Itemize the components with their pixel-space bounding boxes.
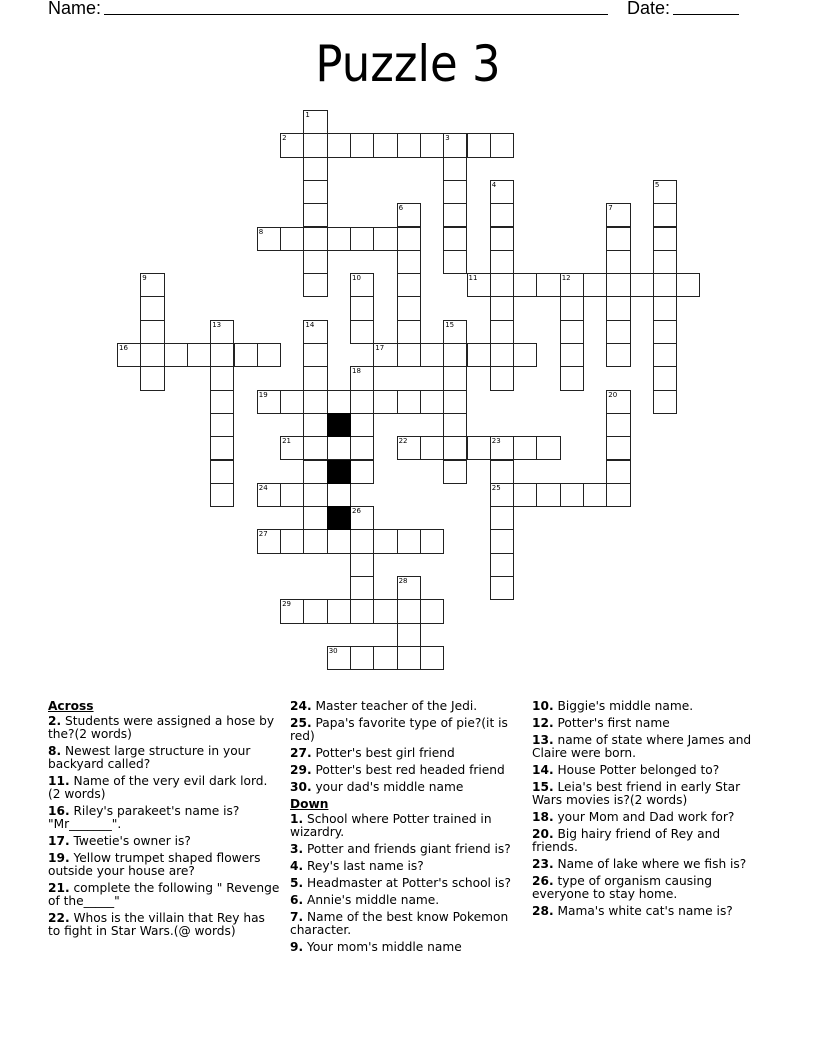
grid-cell[interactable] xyxy=(560,320,584,344)
grid-cell[interactable] xyxy=(303,413,327,437)
grid-cell[interactable] xyxy=(420,133,444,157)
grid-cell[interactable] xyxy=(606,296,630,320)
grid-cell[interactable] xyxy=(536,273,560,297)
grid-cell[interactable] xyxy=(140,273,164,297)
grid-cell[interactable] xyxy=(397,296,421,320)
clue-number: 15 xyxy=(445,320,455,329)
grid-cell[interactable] xyxy=(350,390,374,414)
clue-number: 27 xyxy=(258,530,268,539)
grid-cell[interactable] xyxy=(350,506,374,530)
clue-number: 28 xyxy=(398,577,408,585)
clue-down-9: 9. Your mom's middle name xyxy=(290,940,462,954)
clue-across-2: 2. Students were assigned a hose by the?(2 words) xyxy=(48,714,275,741)
grid-cell[interactable] xyxy=(490,506,514,530)
grid-cell[interactable] xyxy=(257,529,281,553)
grid-cell[interactable] xyxy=(560,296,584,320)
grid-cell[interactable] xyxy=(397,529,421,553)
clue-across-21: 21. complete the following " Revenge of the_____" xyxy=(48,881,280,908)
date-label: Date: xyxy=(627,0,671,18)
grid-cell[interactable] xyxy=(606,250,630,274)
grid-cell[interactable] xyxy=(653,180,677,204)
black-cell xyxy=(327,413,351,437)
clue-number: 1 xyxy=(305,111,310,119)
grid-cell[interactable] xyxy=(443,390,467,414)
grid-cell[interactable] xyxy=(606,273,630,297)
grid-cell[interactable] xyxy=(303,436,327,460)
grid-cell[interactable] xyxy=(420,646,444,670)
grid-cell[interactable] xyxy=(327,227,351,251)
grid-cell[interactable] xyxy=(490,576,514,600)
grid-cell[interactable] xyxy=(350,599,374,623)
grid-cell[interactable] xyxy=(350,366,374,390)
grid-cell[interactable] xyxy=(606,436,630,460)
grid-cell[interactable] xyxy=(303,343,327,367)
grid-cell[interactable] xyxy=(373,390,397,414)
clue-down-10: 10. Biggie's middle name. xyxy=(532,699,694,713)
grid-cell[interactable] xyxy=(350,460,374,484)
grid-cell[interactable] xyxy=(536,483,560,507)
grid-cell[interactable] xyxy=(443,320,467,344)
grid-cell[interactable] xyxy=(210,413,234,437)
grid-cell[interactable] xyxy=(397,343,421,367)
grid-cell[interactable] xyxy=(210,436,234,460)
clues-column-1 xyxy=(48,700,280,942)
grid-cell[interactable] xyxy=(443,366,467,390)
grid-cell[interactable] xyxy=(397,646,421,670)
grid-cell[interactable] xyxy=(606,413,630,437)
clue-number: 20 xyxy=(608,390,618,399)
grid-cell[interactable] xyxy=(303,390,327,414)
grid-cell[interactable] xyxy=(140,320,164,344)
grid-cell[interactable] xyxy=(303,133,327,157)
grid-cell[interactable] xyxy=(443,460,467,484)
grid-cell[interactable] xyxy=(350,436,374,460)
grid-cell[interactable] xyxy=(653,273,677,297)
grid-cell[interactable] xyxy=(350,133,374,157)
clue-down-18: 18. your Mom and Dad work for? xyxy=(532,810,735,824)
grid-cell[interactable] xyxy=(257,227,281,251)
grid-cell[interactable] xyxy=(606,320,630,344)
grid-cell[interactable] xyxy=(257,390,281,414)
grid-cell[interactable] xyxy=(280,227,304,251)
grid-cell[interactable] xyxy=(443,436,467,460)
clue-across-25: 25. Papa's favorite type of pie?(it is red) xyxy=(290,716,508,743)
name-label: Name: xyxy=(48,0,102,18)
clue-number: 4 xyxy=(491,180,497,189)
clue-number: 23 xyxy=(491,437,501,446)
grid-cell[interactable] xyxy=(350,646,374,670)
clue-down-3: 3. Potter and friends giant friend is? xyxy=(290,842,511,856)
grid-cell[interactable] xyxy=(117,343,141,367)
clues-column-3 xyxy=(532,700,766,922)
grid-cell[interactable] xyxy=(653,203,677,227)
clue-number: 30 xyxy=(328,646,338,655)
clue-down-13: 13. name of state where James and Claire were born. xyxy=(532,733,752,760)
grid-cell[interactable] xyxy=(350,553,374,577)
grid-cell[interactable] xyxy=(373,343,397,367)
grid-cell[interactable] xyxy=(350,576,374,600)
clue-down-1: 1. School where Potter trained in wizardry. xyxy=(290,812,492,839)
grid-cell[interactable] xyxy=(210,483,234,507)
grid-cell[interactable] xyxy=(350,413,374,437)
clue-down-7: 7. Name of the best know Pokemon character. xyxy=(290,910,509,937)
grid-cell[interactable] xyxy=(397,599,421,623)
clue-down-12: 12. Potter's first name xyxy=(532,716,670,730)
grid-cell[interactable] xyxy=(606,390,630,414)
grid-cell[interactable] xyxy=(490,133,514,157)
grid-cell[interactable] xyxy=(327,599,351,623)
clue-across-30: 30. your dad's middle name xyxy=(290,780,464,794)
grid-cell[interactable] xyxy=(443,227,467,251)
grid-cell[interactable] xyxy=(303,366,327,390)
grid-cell[interactable] xyxy=(536,436,560,460)
clue-number: 17 xyxy=(375,344,385,352)
grid-cell[interactable] xyxy=(513,273,537,297)
grid-cell[interactable] xyxy=(420,390,444,414)
grid-cell[interactable] xyxy=(187,343,211,367)
grid-cell[interactable] xyxy=(443,343,467,367)
grid-cell[interactable] xyxy=(560,273,584,297)
clue-across-17: 17. Tweetie's owner is? xyxy=(48,834,191,848)
grid-cell[interactable] xyxy=(420,436,444,460)
clue-down-28: 28. Mama's white cat's name is? xyxy=(532,904,733,918)
grid-cell[interactable] xyxy=(397,250,421,274)
grid-cell[interactable] xyxy=(350,227,374,251)
grid-cell[interactable] xyxy=(257,483,281,507)
grid-cell[interactable] xyxy=(280,436,304,460)
grid-cell[interactable] xyxy=(467,273,491,297)
grid-cell[interactable] xyxy=(280,133,304,157)
clue-number: 14 xyxy=(305,320,315,329)
grid-cell[interactable] xyxy=(397,390,421,414)
grid-cell[interactable] xyxy=(327,436,351,460)
grid-cell[interactable] xyxy=(560,483,584,507)
grid-cell[interactable] xyxy=(397,576,421,600)
grid-cell[interactable] xyxy=(653,296,677,320)
grid-cell[interactable] xyxy=(420,343,444,367)
grid-cell[interactable] xyxy=(280,390,304,414)
clues-column-2 xyxy=(290,700,524,958)
grid-cell[interactable] xyxy=(280,599,304,623)
grid-cell[interactable] xyxy=(373,599,397,623)
grid-cell[interactable] xyxy=(490,296,514,320)
clue-down-26: 26. type of organism causing everyone to stay home. xyxy=(532,874,712,901)
grid-cell[interactable] xyxy=(490,436,514,460)
grid-cell[interactable] xyxy=(234,343,258,367)
grid-cell[interactable] xyxy=(420,599,444,623)
clue-across-24: 24. Master teacher of the Jedi. xyxy=(290,699,478,713)
clue-across-22: 22. Whos is the villain that Rey has to fight in Star Wars.(@ words) xyxy=(48,911,265,938)
grid-cell[interactable] xyxy=(467,133,491,157)
grid-cell[interactable] xyxy=(490,483,514,507)
clue-number: 2 xyxy=(282,134,287,143)
clue-number: 16 xyxy=(119,344,128,352)
grid-cell[interactable] xyxy=(606,483,630,507)
clue-across-27: 27. Potter's best girl friend xyxy=(290,746,455,760)
clue-across-19: 19. Yellow trumpet shaped flowers outside your house are? xyxy=(48,851,261,878)
clue-down-23: 23. Name of lake where we fish is? xyxy=(532,857,747,871)
grid-cell[interactable] xyxy=(443,250,467,274)
grid-cell[interactable] xyxy=(443,203,467,227)
grid-cell[interactable] xyxy=(653,227,677,251)
down-heading: Down xyxy=(290,797,329,811)
clue-number: 6 xyxy=(398,204,404,213)
clue-number: 10 xyxy=(352,274,361,283)
grid-cell[interactable] xyxy=(373,529,397,553)
grid-cell[interactable] xyxy=(373,646,397,670)
grid-cell[interactable] xyxy=(653,366,677,390)
grid-cell[interactable] xyxy=(653,250,677,274)
grid-cell[interactable] xyxy=(397,320,421,344)
grid-cell[interactable] xyxy=(583,483,607,507)
grid-cell[interactable] xyxy=(327,483,351,507)
clue-across-8: 8. Newest large structure in your backyard called? xyxy=(48,744,251,771)
clue-down-4: 4. Rey's last name is? xyxy=(290,859,424,873)
clue-number: 5 xyxy=(654,180,660,189)
clue-number: 25 xyxy=(491,483,501,492)
page-title: Puzzle 3 xyxy=(315,35,501,93)
grid-cell[interactable] xyxy=(280,529,304,553)
grid-cell[interactable] xyxy=(303,460,327,484)
grid-cell[interactable] xyxy=(397,436,421,460)
grid-cell[interactable] xyxy=(350,529,374,553)
grid-cell[interactable] xyxy=(350,320,374,344)
clue-number: 9 xyxy=(142,274,147,283)
clue-down-5: 5. Headmaster at Potter's school is? xyxy=(290,876,512,890)
grid-cell[interactable] xyxy=(513,483,537,507)
grid-cell[interactable] xyxy=(490,343,514,367)
grid-cell[interactable] xyxy=(490,180,514,204)
grid-cell[interactable] xyxy=(467,436,491,460)
clue-number: 3 xyxy=(445,134,450,143)
grid-cell[interactable] xyxy=(303,250,327,274)
clue-down-15: 15. Leia's best friend in early Star Wars movies is?(2 words) xyxy=(532,780,741,807)
grid-cell[interactable] xyxy=(490,203,514,227)
black-cell xyxy=(327,460,351,484)
clue-number: 21 xyxy=(282,437,292,446)
grid-cell[interactable] xyxy=(490,250,514,274)
grid-cell[interactable] xyxy=(443,157,467,181)
grid-cell[interactable] xyxy=(210,366,234,390)
clue-number: 13 xyxy=(212,320,222,329)
grid-cell[interactable] xyxy=(373,133,397,157)
clue-number: 7 xyxy=(608,204,613,213)
clue-number: 24 xyxy=(258,483,268,492)
grid-cell[interactable] xyxy=(513,436,537,460)
grid-cell[interactable] xyxy=(327,646,351,670)
grid-cell[interactable] xyxy=(303,180,327,204)
grid-cell[interactable] xyxy=(397,203,421,227)
grid-cell[interactable] xyxy=(490,273,514,297)
across-heading: Across xyxy=(48,699,94,713)
grid-cell[interactable] xyxy=(606,227,630,251)
grid-cell[interactable] xyxy=(490,320,514,344)
clue-across-16: 16. Riley's parakeet's name is? "Mr_______". xyxy=(48,804,240,831)
grid-cell[interactable] xyxy=(490,529,514,553)
grid-cell[interactable] xyxy=(443,180,467,204)
grid-cell[interactable] xyxy=(653,390,677,414)
clue-number: 19 xyxy=(258,390,268,399)
clue-number: 22 xyxy=(398,437,408,446)
grid-cell[interactable] xyxy=(303,227,327,251)
clue-down-6: 6. Annie's middle name. xyxy=(290,893,440,907)
grid-cell[interactable] xyxy=(653,320,677,344)
clue-number: 8 xyxy=(258,227,264,236)
grid-cell[interactable] xyxy=(606,203,630,227)
grid-cell[interactable] xyxy=(327,529,351,553)
clue-number: 11 xyxy=(468,274,478,283)
grid-cell[interactable] xyxy=(490,553,514,577)
clue-number: 18 xyxy=(352,367,361,376)
grid-cell[interactable] xyxy=(280,483,304,507)
grid-cell[interactable] xyxy=(303,483,327,507)
clue-across-11: 11. Name of the very evil dark lord. (2 words) xyxy=(48,774,268,801)
grid-cell[interactable] xyxy=(303,157,327,181)
grid-cell[interactable] xyxy=(350,273,374,297)
grid-cell[interactable] xyxy=(210,390,234,414)
grid-cell[interactable] xyxy=(327,390,351,414)
grid-cell[interactable] xyxy=(140,366,164,390)
grid-cell[interactable] xyxy=(210,343,234,367)
clue-down-14: 14. House Potter belonged to? xyxy=(532,763,720,777)
grid-cell[interactable] xyxy=(397,227,421,251)
grid-cell[interactable] xyxy=(490,227,514,251)
clue-number: 12 xyxy=(561,274,571,283)
grid-cell[interactable] xyxy=(303,320,327,344)
grid-cell[interactable] xyxy=(303,273,327,297)
clue-number: 29 xyxy=(282,600,292,609)
grid-cell[interactable] xyxy=(397,133,421,157)
grid-cell[interactable] xyxy=(443,133,467,157)
grid-cell[interactable] xyxy=(210,320,234,344)
grid-cell[interactable] xyxy=(164,343,188,367)
grid-cell[interactable] xyxy=(140,296,164,320)
grid-cell[interactable] xyxy=(676,273,700,297)
grid-cell[interactable] xyxy=(303,110,327,134)
grid-cell[interactable] xyxy=(560,343,584,367)
clue-number: 26 xyxy=(352,507,361,516)
grid-cell[interactable] xyxy=(606,343,630,367)
grid-cell[interactable] xyxy=(350,296,374,320)
grid-cell[interactable] xyxy=(443,413,467,437)
grid-cell[interactable] xyxy=(373,227,397,251)
grid-cell[interactable] xyxy=(513,343,537,367)
grid-cell[interactable] xyxy=(303,529,327,553)
grid-cell[interactable] xyxy=(606,460,630,484)
clue-down-20: 20. Big hairy friend of Rey and friends. xyxy=(532,827,721,854)
grid-cell[interactable] xyxy=(490,460,514,484)
grid-cell[interactable] xyxy=(490,366,514,390)
grid-cell[interactable] xyxy=(140,343,164,367)
grid-cell[interactable] xyxy=(257,343,281,367)
grid-cell[interactable] xyxy=(303,599,327,623)
grid-cell[interactable] xyxy=(303,506,327,530)
clue-across-29: 29. Potter's best red headed friend xyxy=(290,763,505,777)
grid-cell[interactable] xyxy=(397,273,421,297)
grid-cell[interactable] xyxy=(327,133,351,157)
grid-cell[interactable] xyxy=(467,343,491,367)
grid-cell[interactable] xyxy=(630,273,654,297)
grid-cell[interactable] xyxy=(397,623,421,647)
grid-cell[interactable] xyxy=(583,273,607,297)
grid-cell[interactable] xyxy=(303,203,327,227)
grid-cell[interactable] xyxy=(653,343,677,367)
grid-cell[interactable] xyxy=(560,366,584,390)
grid-cell[interactable] xyxy=(210,460,234,484)
black-cell xyxy=(327,506,351,530)
grid-cell[interactable] xyxy=(420,529,444,553)
